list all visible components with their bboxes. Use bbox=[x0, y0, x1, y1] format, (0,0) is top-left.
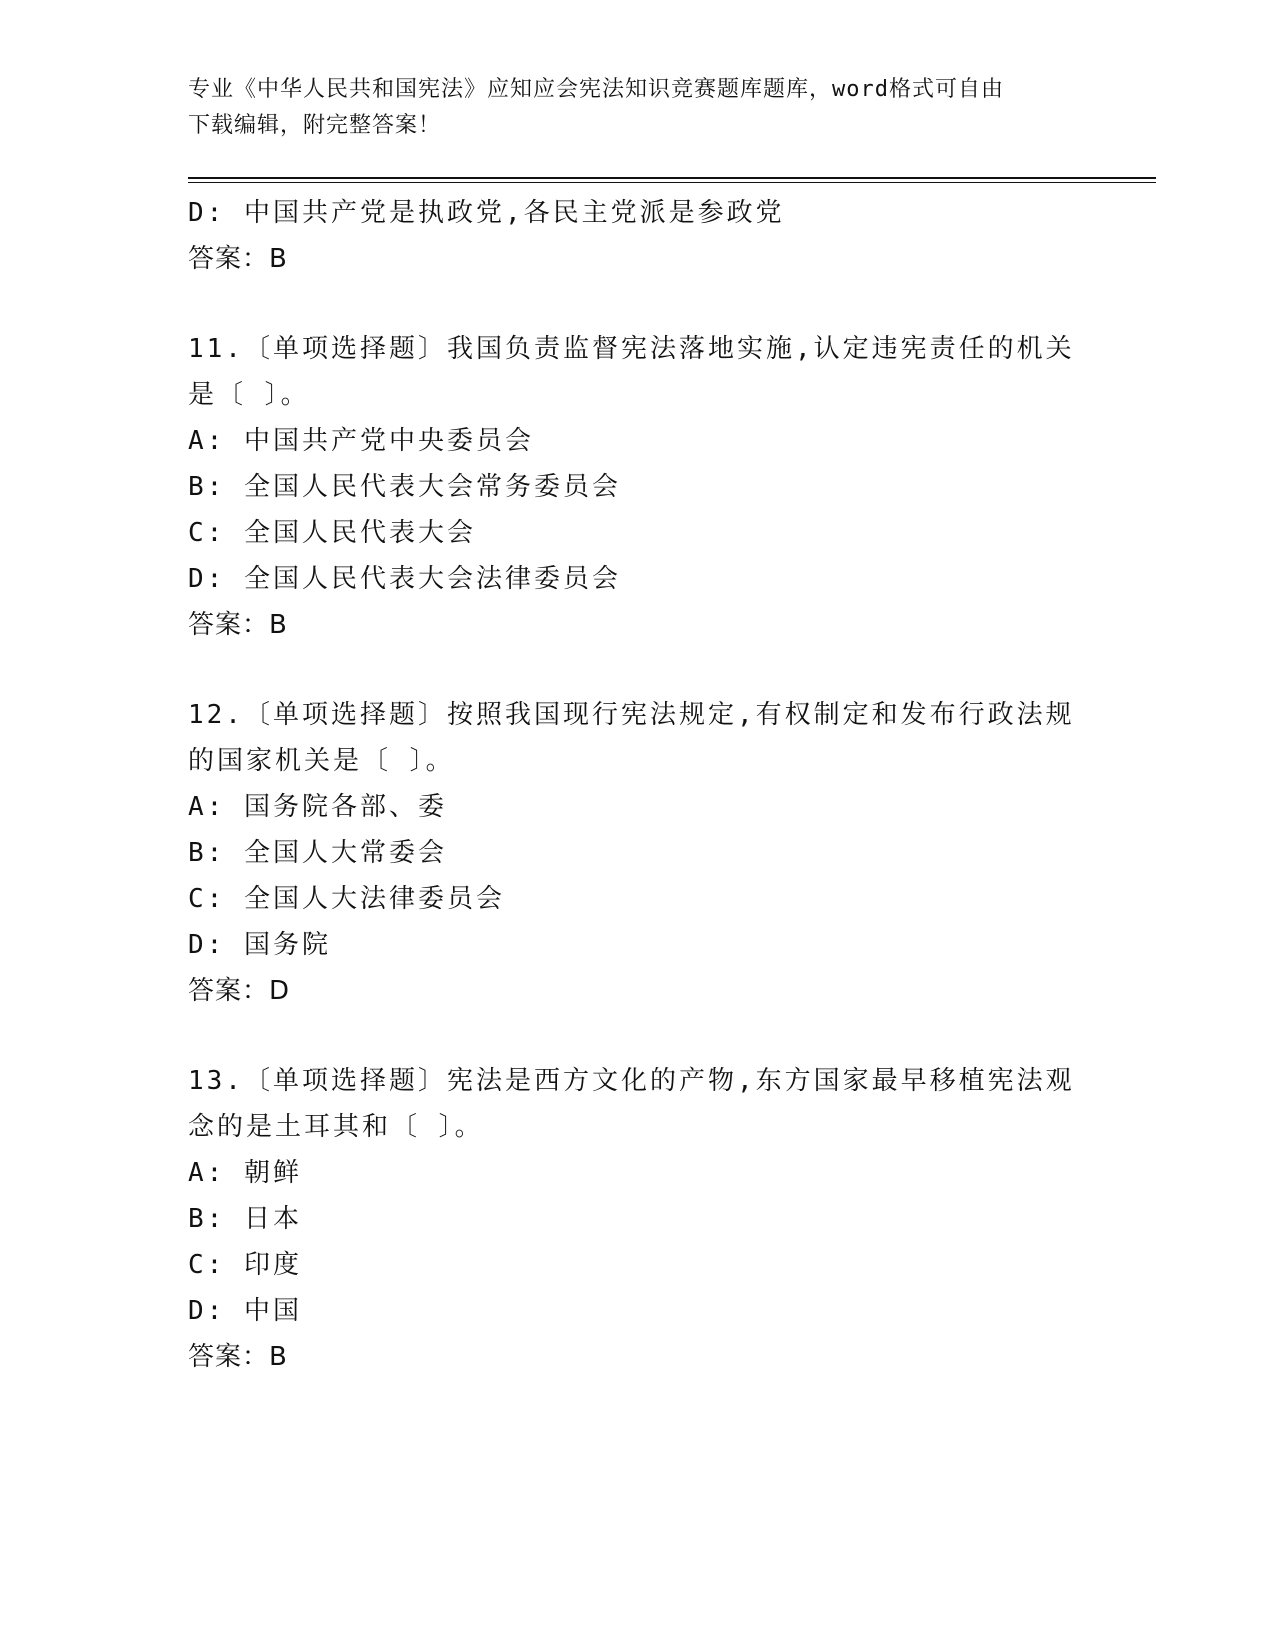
option-c: C: 全国人民代表大会 bbox=[188, 518, 476, 548]
question-13 bbox=[188, 1058, 1088, 1380]
answer: 答案：B bbox=[188, 1342, 288, 1372]
option-d: D: 中国 bbox=[188, 1296, 302, 1326]
option-a: A: 朝鲜 bbox=[188, 1158, 302, 1188]
document-header bbox=[188, 72, 1068, 144]
header-divider-thick bbox=[188, 177, 1156, 179]
header-line-2: 下载编辑，附完整答案！ bbox=[188, 113, 442, 138]
prev-question-answer: 答案：B bbox=[188, 244, 288, 274]
prev-question-option-d: D: 中国共产党是执政党,各民主党派是参政党 bbox=[188, 198, 785, 228]
question-12 bbox=[188, 692, 1088, 1014]
answer: 答案：D bbox=[188, 976, 291, 1006]
question-11 bbox=[188, 326, 1088, 648]
question-stem: 13.〔单项选择题〕宪法是西方文化的产物,东方国家最早移植宪法观 bbox=[188, 1066, 1075, 1096]
option-b: B: 全国人大常委会 bbox=[188, 838, 447, 868]
option-d: D: 全国人民代表大会法律委员会 bbox=[188, 564, 621, 594]
option-d: D: 国务院 bbox=[188, 930, 331, 960]
header-line-1: 专业《中华人民共和国宪法》应知应会宪法知识竞赛题库题库，word格式可自由 bbox=[188, 77, 1004, 102]
question-stem-cont: 的国家机关是〔 〕。 bbox=[188, 746, 455, 776]
option-c: C: 印度 bbox=[188, 1250, 302, 1280]
spacer bbox=[188, 282, 1088, 326]
answer: 答案：B bbox=[188, 610, 288, 640]
document-body bbox=[188, 190, 1088, 1380]
option-b: B: 全国人民代表大会常务委员会 bbox=[188, 472, 621, 502]
option-b: B: 日本 bbox=[188, 1204, 302, 1234]
option-a: A: 国务院各部、委 bbox=[188, 792, 447, 822]
spacer bbox=[188, 1014, 1088, 1058]
question-stem-cont: 念的是土耳其和〔 〕。 bbox=[188, 1112, 484, 1142]
question-stem-cont: 是〔 〕。 bbox=[188, 380, 310, 410]
option-a: A: 中国共产党中央委员会 bbox=[188, 426, 534, 456]
spacer bbox=[188, 648, 1088, 692]
question-stem: 11.〔单项选择题〕我国负责监督宪法落地实施,认定违宪责任的机关 bbox=[188, 334, 1075, 364]
header-divider-thin bbox=[188, 182, 1156, 183]
question-stem: 12.〔单项选择题〕按照我国现行宪法规定,有权制定和发布行政法规 bbox=[188, 700, 1075, 730]
option-c: C: 全国人大法律委员会 bbox=[188, 884, 505, 914]
